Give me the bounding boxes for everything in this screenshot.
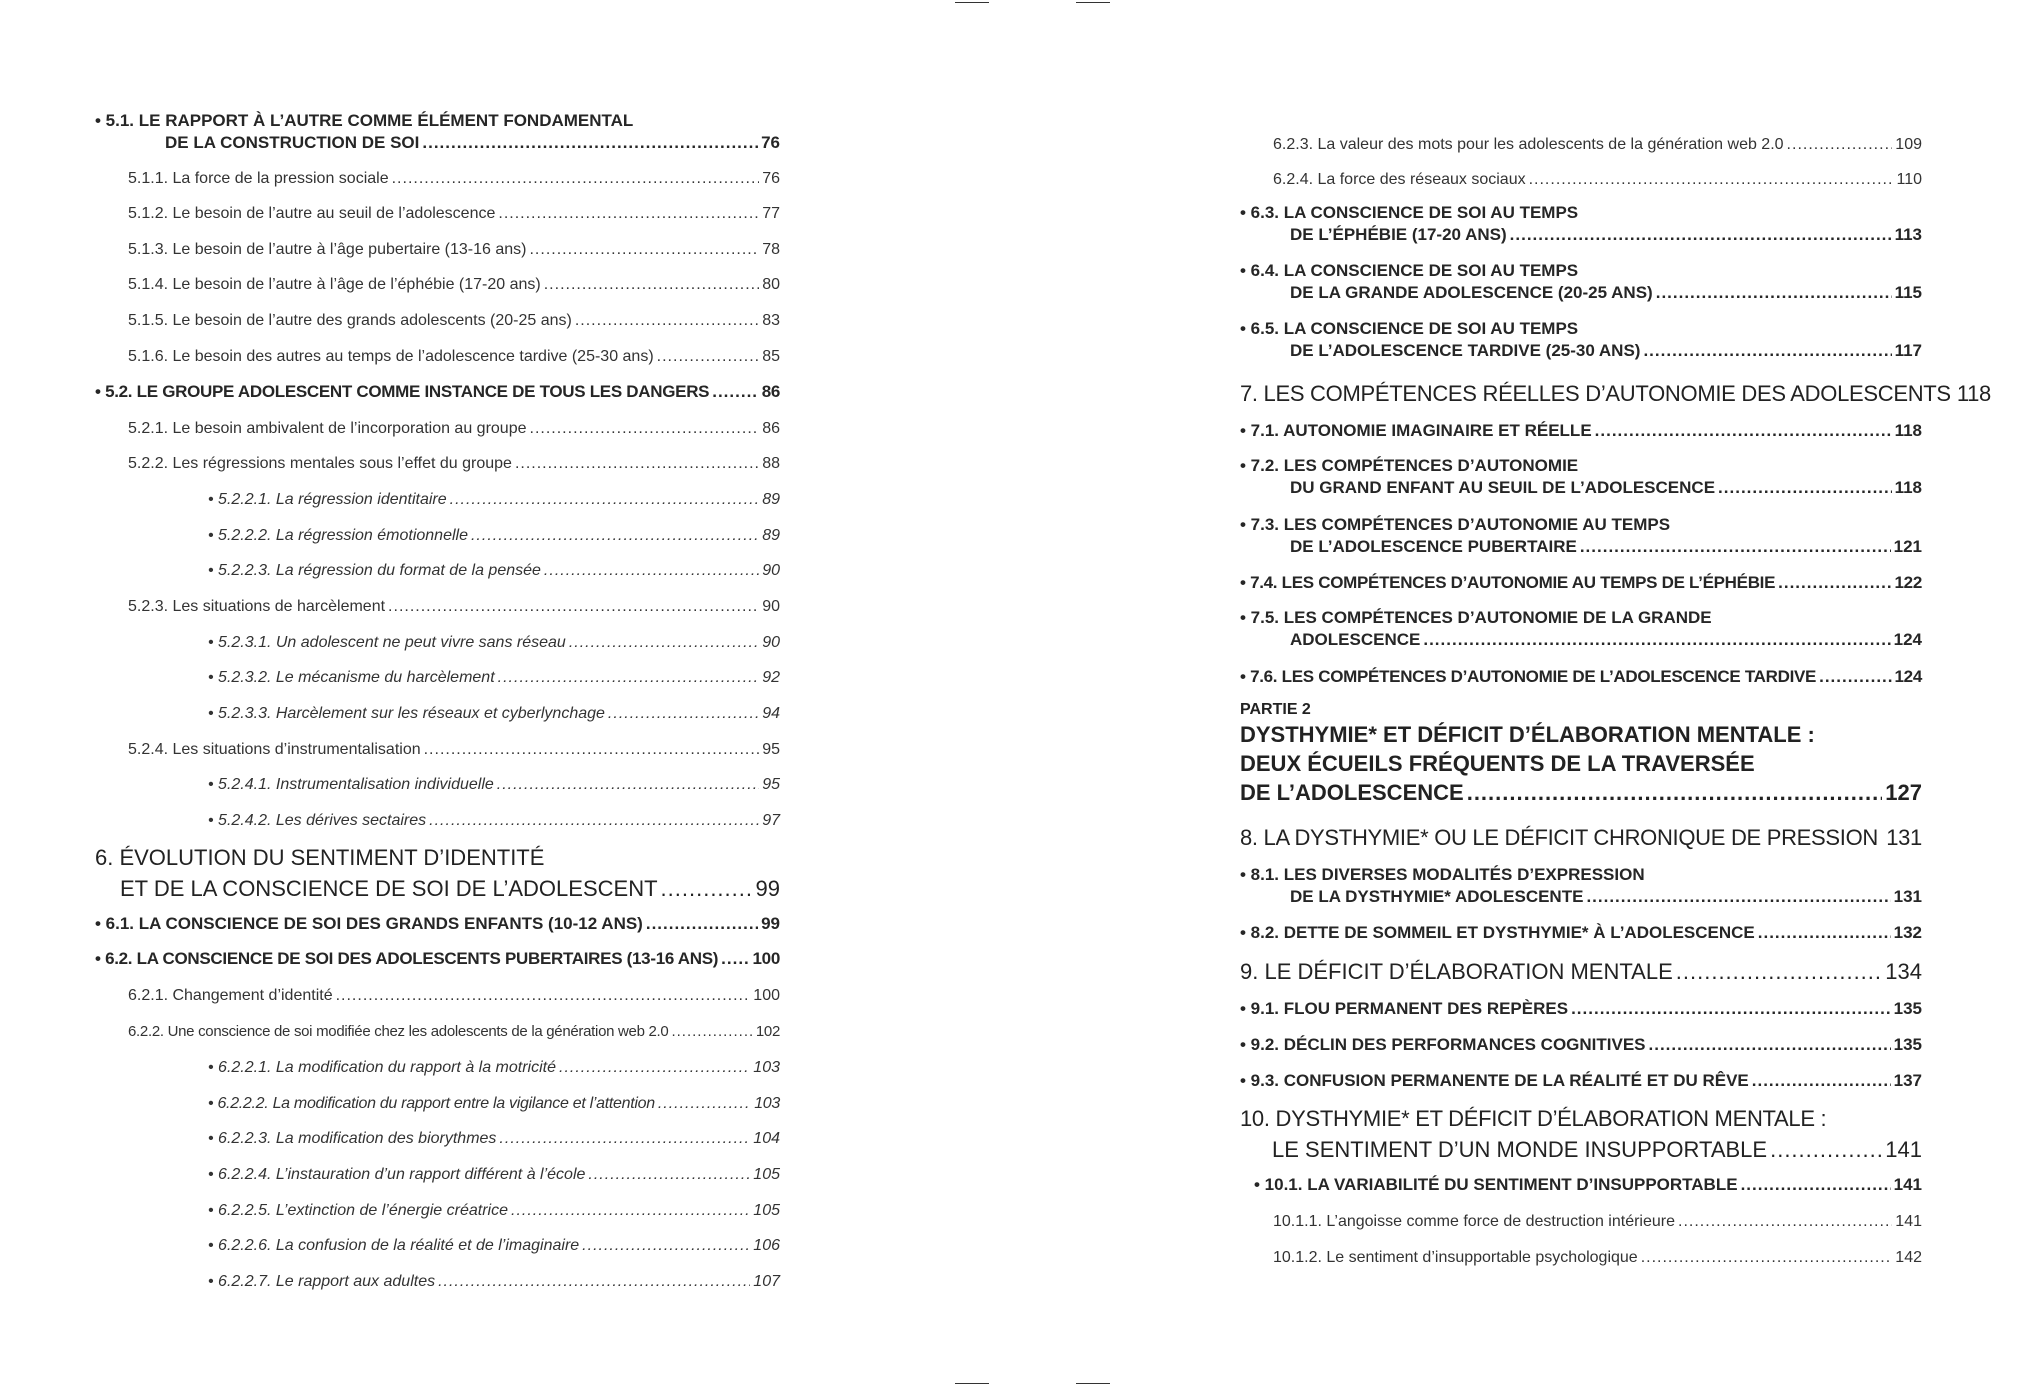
toc-entry-section[interactable] — [1240, 607, 1922, 651]
toc-entry-subsubsection[interactable] — [95, 1200, 780, 1222]
toc-entry-section[interactable] — [1240, 1070, 1922, 1092]
toc-entry-title: • 6.2.2.6. La confusion de la réalité et de l’imaginaire — [208, 1237, 580, 1254]
dot-leader — [1641, 1247, 1893, 1269]
page-number: 105 — [753, 1166, 780, 1183]
toc-entry-subsubsection[interactable] — [95, 774, 780, 796]
dot-leader — [1510, 224, 1892, 246]
page-number: 122 — [1894, 573, 1922, 592]
toc-entry-title: • 6.2.2.3. La modification des biorythmes — [208, 1130, 497, 1147]
page-number: 83 — [762, 312, 780, 329]
page-number: 118 — [1894, 478, 1922, 497]
page-number: 99 — [761, 914, 780, 933]
dot-leader — [438, 1271, 750, 1293]
page-number: 95 — [762, 741, 780, 758]
dot-leader — [1678, 1211, 1892, 1233]
dot-leader — [1586, 886, 1890, 908]
toc-entry-title-line3: DE L’ADOLESCENCE — [1240, 780, 1464, 805]
dot-leader — [658, 1093, 751, 1115]
toc-entry-subsubsection[interactable] — [95, 489, 780, 511]
page-number: 127 — [1885, 780, 1922, 805]
dot-leader — [471, 525, 759, 547]
toc-entry-title: • 6.2.2.7. Le rapport aux adultes — [208, 1273, 436, 1290]
toc-entry-subsection[interactable] — [95, 1021, 780, 1043]
toc-entry-title-line2: DE L’ADOLESCENCE TARDIVE (25-30 ANS) — [1290, 341, 1641, 360]
page-number: 90 — [762, 634, 780, 651]
part-label: PARTIE 2 — [1240, 701, 1311, 718]
dot-leader — [1643, 340, 1891, 362]
toc-entry-section[interactable] — [1240, 1174, 1922, 1196]
dot-leader — [1819, 666, 1891, 688]
dot-leader — [515, 453, 759, 475]
dot-leader — [1778, 572, 1891, 594]
toc-entry-part[interactable] — [1240, 700, 1922, 807]
page-number: 95 — [762, 776, 780, 793]
toc-entry-title: • 5.2.3.3. Harcèlement sur les réseaux et cyberlynchage — [208, 705, 605, 722]
toc-entry-subsubsection[interactable] — [95, 1128, 780, 1150]
toc-entry-title-line1: • 7.3. LES COMPÉTENCES D’AUTONOMIE AU TEMPS — [1240, 515, 1671, 534]
toc-entry-section[interactable] — [1240, 1034, 1922, 1056]
toc-entry-title: • 5.2. LE GROUPE ADOLESCENT COMME INSTANCE DE TOUS LES DANGERS — [95, 382, 710, 401]
toc-entry-title: • 6.2.2.4. L’instauration d’un rapport différent à l’école — [208, 1166, 586, 1183]
toc-entry-title: • 5.2.4.2. Les dérives sectaires — [208, 812, 427, 829]
page-number: 104 — [753, 1130, 780, 1147]
toc-entry-title: 6.2.2. Une conscience de soi modifiée chez les adolescents de la génération web 2.0 — [128, 1023, 669, 1040]
toc-entry-title-line2: DE L’ADOLESCENCE PUBERTAIRE — [1290, 537, 1577, 556]
page-number: 78 — [762, 241, 780, 258]
toc-entry-subsection[interactable] — [95, 418, 780, 440]
toc-entry-subsection[interactable] — [95, 274, 780, 296]
toc-entry-chapter[interactable] — [95, 842, 780, 904]
page-number: 124 — [1893, 630, 1922, 649]
page-number: 76 — [762, 170, 780, 187]
dot-leader — [569, 632, 759, 654]
crop-mark — [955, 2, 989, 3]
page-number: 103 — [753, 1059, 780, 1076]
toc-entry-title: • 5.2.3.2. Le mécanisme du harcèlement — [208, 669, 495, 686]
toc-entry-section[interactable] — [1240, 666, 1922, 688]
toc-entry-section[interactable] — [1240, 998, 1922, 1020]
dot-leader — [511, 1200, 750, 1222]
toc-entry-subsection[interactable] — [95, 203, 780, 225]
page-number: 89 — [762, 491, 780, 508]
page-number: 94 — [762, 705, 780, 722]
toc-entry-section[interactable] — [1240, 864, 1922, 908]
toc-entry-section[interactable] — [1240, 514, 1922, 558]
toc-entry-title-line1: • 8.1. LES DIVERSES MODALITÉS D’EXPRESSION — [1240, 865, 1645, 884]
toc-entry-title: 5.1.2. Le besoin de l’autre au seuil de l’adolescence — [128, 205, 496, 222]
page-number: 124 — [1894, 667, 1922, 686]
toc-entry-title: 10.1.1. L’angoisse comme force de destruction intérieure — [1273, 1213, 1676, 1230]
crop-mark — [1076, 2, 1110, 3]
toc-entry-title-line1: • 7.5. LES COMPÉTENCES D’AUTONOMIE DE LA GRANDE — [1240, 608, 1712, 627]
page-number: 132 — [1893, 923, 1922, 942]
toc-entry-title-line1: DYSTHYMIE* ET DÉFICIT D’ÉLABORATION MENTALE : — [1240, 722, 1815, 747]
toc-entry-title: 9. LE DÉFICIT D’ÉLABORATION MENTALE — [1240, 959, 1673, 984]
toc-entry-title: 5.1.1. La force de la pression sociale — [128, 170, 389, 187]
dot-leader — [1758, 922, 1891, 944]
page-number: 106 — [753, 1237, 780, 1254]
toc-entry-subsubsection[interactable] — [95, 1164, 780, 1186]
toc-entry-title-line2: DEUX ÉCUEILS FRÉQUENTS DE LA TRAVERSÉE — [1240, 751, 1755, 776]
toc-entry-subsection[interactable] — [1240, 134, 1922, 156]
toc-entry-subsection[interactable] — [1240, 1211, 1922, 1233]
page-number: 85 — [762, 348, 780, 365]
page-number: 102 — [755, 1023, 780, 1040]
dot-leader — [1770, 1134, 1882, 1165]
toc-entry-section[interactable] — [1240, 318, 1922, 362]
dot-leader — [544, 560, 759, 582]
dot-leader — [1676, 956, 1883, 987]
dot-leader — [1881, 822, 1883, 853]
toc-entry-title-line1: • 5.1. LE RAPPORT À L’AUTRE COMME ÉLÉMENT FONDAMENTAL — [95, 111, 634, 130]
toc-entry-title: 5.1.5. Le besoin de l’autre des grands adolescents (20-25 ans) — [128, 312, 572, 329]
page-number: 115 — [1894, 283, 1922, 302]
toc-entry-title: • 9.2. DÉCLIN DES PERFORMANCES COGNITIVES — [1240, 1035, 1646, 1054]
toc-entry-chapter[interactable] — [1240, 822, 1922, 853]
toc-entry-title-line2: DE LA GRANDE ADOLESCENCE (20-25 ANS) — [1290, 283, 1653, 302]
page-number: 117 — [1894, 341, 1922, 360]
toc-entry-subsection[interactable] — [95, 168, 780, 190]
toc-entry-title-line2: ADOLESCENCE — [1290, 630, 1421, 649]
toc-entry-subsubsection[interactable] — [95, 667, 780, 689]
toc-entry-title: 7. LES COMPÉTENCES RÉELLES D’AUTONOMIE DES ADOLESCENTS — [1240, 381, 1951, 406]
page-number: 89 — [762, 527, 780, 544]
toc-entry-title: • 6.1. LA CONSCIENCE DE SOI DES GRANDS ENFANTS (10-12 ANS) — [95, 914, 643, 933]
page-number: 86 — [761, 382, 780, 401]
toc-entry-title-line1: 10. DYSTHYMIE* ET DÉFICIT D’ÉLABORATION MENTALE : — [1240, 1106, 1827, 1131]
toc-entry-title-line2: DE LA CONSTRUCTION DE SOI — [165, 133, 420, 152]
toc-entry-subsubsection[interactable] — [95, 703, 780, 725]
toc-entry-title: • 7.1. AUTONOMIE IMAGINAIRE ET RÉELLE — [1240, 421, 1592, 440]
toc-entry-section[interactable] — [1240, 455, 1922, 499]
dot-leader — [499, 1128, 750, 1150]
page-number: 86 — [762, 420, 780, 437]
toc-entry-subsection[interactable] — [95, 453, 780, 475]
toc-entry-subsection[interactable] — [95, 985, 780, 1007]
toc-entry-title: • 6.2.2.5. L’extinction de l’énergie créatrice — [208, 1202, 508, 1219]
toc-entry-title: • 5.2.3.1. Un adolescent ne peut vivre sans réseau — [208, 634, 566, 651]
toc-entry-section[interactable] — [95, 948, 780, 970]
toc-entry-title: • 6.2.2.2. La modification du rapport entre la vigilance et l’attention — [208, 1095, 655, 1112]
toc-entry-section[interactable] — [1240, 420, 1922, 442]
page-number: 100 — [753, 987, 780, 1004]
toc-entry-title: 5.1.4. Le besoin de l’autre à l’âge de l’éphébie (17-20 ans) — [128, 276, 541, 293]
page-number: 118 — [1894, 421, 1922, 440]
dot-leader — [1529, 169, 1894, 191]
dot-leader — [646, 913, 758, 935]
toc-entry-title: • 5.2.4.1. Instrumentalisation individuelle — [208, 776, 494, 793]
toc-entry-title: 10.1.2. Le sentiment d’insupportable psychologique — [1273, 1249, 1638, 1266]
dot-leader — [1571, 998, 1891, 1020]
toc-entry-title: • 10.1. LA VARIABILITÉ DU SENTIMENT D’INSUPPORTABLE — [1254, 1175, 1738, 1194]
toc-entry-subsection[interactable] — [1240, 169, 1922, 191]
dot-leader — [1467, 778, 1883, 807]
toc-entry-title: • 7.6. LES COMPÉTENCES D’AUTONOMIE DE L’ADOLESCENCE TARDIVE — [1240, 667, 1817, 686]
toc-entry-title: 8. LA DYSTHYMIE* OU LE DÉFICIT CHRONIQUE DE PRESSION — [1240, 825, 1879, 850]
toc-entry-section[interactable] — [1240, 572, 1922, 594]
dot-leader — [544, 274, 759, 296]
toc-entry-subsubsection[interactable] — [95, 525, 780, 547]
dot-leader — [1656, 282, 1892, 304]
page-number: 76 — [761, 133, 780, 152]
crop-mark — [955, 1383, 989, 1384]
page-number: 100 — [752, 949, 780, 968]
page-number: 105 — [753, 1202, 780, 1219]
toc-entry-chapter[interactable] — [1240, 378, 1991, 409]
toc-entry-title: 5.2.3. Les situations de harcèlement — [128, 598, 386, 615]
dot-leader — [422, 132, 758, 154]
dot-leader — [1718, 477, 1892, 499]
toc-entry-subsubsection[interactable] — [95, 632, 780, 654]
toc-entry-title: • 9.3. CONFUSION PERMANENTE DE LA RÉALITÉ ET DU RÊVE — [1240, 1071, 1749, 1090]
page-number: 97 — [762, 812, 780, 829]
toc-entry-title-line1: • 7.2. LES COMPÉTENCES D’AUTONOMIE — [1240, 456, 1579, 475]
toc-entry-title: 6.2.1. Changement d’identité — [128, 987, 333, 1004]
page-number: 131 — [1886, 825, 1922, 850]
toc-entry-subsection[interactable] — [95, 739, 780, 761]
toc-entry-title-line2: DE LA DYSTHYMIE* ADOLESCENTE — [1290, 887, 1584, 906]
dot-leader — [661, 873, 753, 904]
page-number: 141 — [1895, 1213, 1922, 1230]
toc-entry-section[interactable] — [1240, 260, 1922, 304]
toc-entry-title: 5.1.6. Le besoin des autres au temps de l’adolescence tardive (25-30 ans) — [128, 348, 654, 365]
toc-entry-title-line2: DE L’ÉPHÉBIE (17-20 ANS) — [1290, 225, 1507, 244]
toc-entry-title: • 6.2.2.1. La modification du rapport à la motricité — [208, 1059, 557, 1076]
dot-leader — [721, 948, 749, 970]
dot-leader — [1423, 629, 1890, 651]
toc-entry-subsection[interactable] — [95, 310, 780, 332]
dot-leader — [498, 203, 759, 225]
toc-entry-section[interactable] — [95, 913, 780, 935]
toc-entry-title-line1: 6. ÉVOLUTION DU SENTIMENT D’IDENTITÉ — [95, 845, 545, 870]
toc-entry-title: • 5.2.2.3. La régression du format de la pensée — [208, 562, 541, 579]
page-number: 90 — [762, 598, 780, 615]
toc-entry-section[interactable] — [95, 381, 780, 403]
page-number: 135 — [1893, 999, 1922, 1018]
dot-leader — [424, 739, 760, 761]
toc-entry-subsubsection[interactable] — [95, 1057, 780, 1079]
toc-entry-subsection[interactable] — [95, 346, 780, 368]
toc-entry-subsection[interactable] — [95, 239, 780, 261]
toc-entry-subsection[interactable] — [95, 596, 780, 618]
dot-leader — [582, 1235, 750, 1257]
page-number: 131 — [1893, 887, 1922, 906]
page-number: 88 — [762, 455, 780, 472]
dot-leader — [450, 489, 760, 511]
toc-entry-chapter[interactable] — [1240, 1103, 1922, 1165]
page-number: 141 — [1885, 1137, 1922, 1162]
page-number: 107 — [753, 1273, 780, 1290]
page-number: 118 — [1956, 381, 1991, 406]
dot-leader — [1741, 1174, 1891, 1196]
dot-leader — [498, 667, 760, 689]
page-number: 77 — [762, 205, 780, 222]
toc-entry-subsubsection[interactable] — [95, 1235, 780, 1257]
page-number: 80 — [762, 276, 780, 293]
dot-leader — [529, 239, 759, 261]
toc-entry-title: • 5.2.2.1. La régression identitaire — [208, 491, 447, 508]
dot-leader — [429, 810, 759, 832]
page-number: 109 — [1895, 136, 1922, 153]
dot-leader — [657, 346, 760, 368]
dot-leader — [1787, 134, 1893, 156]
page-number: 134 — [1885, 959, 1922, 984]
toc-entry-title: • 6.2. LA CONSCIENCE DE SOI DES ADOLESCENTS PUBERTAIRES (13-16 ANS) — [95, 949, 719, 968]
toc-entry-title-line2: LE SENTIMENT D’UN MONDE INSUPPORTABLE — [1272, 1137, 1768, 1162]
dot-leader — [530, 418, 760, 440]
toc-entry-title: • 7.4. LES COMPÉTENCES D’AUTONOMIE AU TEMPS DE L’ÉPHÉBIE — [1240, 573, 1776, 592]
dot-leader — [1752, 1070, 1891, 1092]
page-number: 110 — [1896, 171, 1922, 188]
page-number: 113 — [1894, 225, 1922, 244]
dot-leader — [1580, 536, 1891, 558]
dot-leader — [575, 310, 759, 332]
toc-entry-title: 5.2.1. Le besoin ambivalent de l’incorporation au groupe — [128, 420, 527, 437]
page-number: 121 — [1893, 537, 1922, 556]
toc-entry-subsubsection[interactable] — [95, 810, 780, 832]
page-number: 99 — [755, 876, 780, 901]
crop-mark — [1076, 1383, 1110, 1384]
dot-leader — [671, 1021, 752, 1043]
toc-entry-title: • 5.2.2.2. La régression émotionnelle — [208, 527, 468, 544]
page-number: 135 — [1893, 1035, 1922, 1054]
dot-leader — [336, 985, 751, 1007]
toc-entry-subsubsection[interactable] — [95, 1093, 780, 1115]
dot-leader — [1595, 420, 1892, 442]
toc-entry-title: 5.2.2. Les régressions mentales sous l’effet du groupe — [128, 455, 512, 472]
toc-entry-title-line2: ET DE LA CONSCIENCE DE SOI DE L’ADOLESCENT — [120, 876, 658, 901]
page-number: 103 — [754, 1095, 780, 1112]
dot-leader — [497, 774, 759, 796]
toc-entry-title: 6.2.3. La valeur des mots pour les adolescents de la génération web 2.0 — [1273, 136, 1784, 153]
toc-entry-title-line1: • 6.4. LA CONSCIENCE DE SOI AU TEMPS — [1240, 261, 1579, 280]
toc-entry-title-line1: • 6.5. LA CONSCIENCE DE SOI AU TEMPS — [1240, 319, 1579, 338]
page-number: 90 — [762, 562, 780, 579]
dot-leader — [588, 1164, 750, 1186]
toc-entry-section[interactable] — [1240, 202, 1922, 246]
toc-entry-section[interactable] — [95, 110, 780, 154]
toc-entry-chapter[interactable] — [1240, 956, 1922, 987]
toc-entry-subsubsection[interactable] — [95, 560, 780, 582]
dot-leader — [1649, 1034, 1891, 1056]
toc-entry-title: • 9.1. FLOU PERMANENT DES REPÈRES — [1240, 999, 1569, 1018]
toc-entry-title: 6.2.4. La force des réseaux sociaux — [1273, 171, 1526, 188]
toc-entry-title: 5.1.3. Le besoin de l’autre à l’âge pubertaire (13-16 ans) — [128, 241, 527, 258]
toc-entry-title-line1: • 6.3. LA CONSCIENCE DE SOI AU TEMPS — [1240, 203, 1579, 222]
dot-leader — [392, 168, 760, 190]
toc-entry-subsubsection[interactable] — [95, 1271, 780, 1293]
dot-leader — [559, 1057, 750, 1079]
toc-entry-title: 5.2.4. Les situations d’instrumentalisation — [128, 741, 421, 758]
dot-leader — [388, 596, 759, 618]
dot-leader — [608, 703, 759, 725]
toc-entry-section[interactable] — [1240, 922, 1922, 944]
toc-entry-title: • 8.2. DETTE DE SOMMEIL ET DYSTHYMIE* À L’ADOLESCENCE — [1240, 923, 1755, 942]
page-number: 141 — [1893, 1175, 1922, 1194]
toc-entry-title-line2: DU GRAND ENFANT AU SEUIL DE L’ADOLESCENCE — [1290, 478, 1716, 497]
toc-entry-subsection[interactable] — [1240, 1247, 1922, 1269]
dot-leader — [712, 381, 758, 403]
page-number: 92 — [762, 669, 780, 686]
page-number: 137 — [1893, 1071, 1922, 1090]
page-number: 142 — [1895, 1249, 1922, 1266]
